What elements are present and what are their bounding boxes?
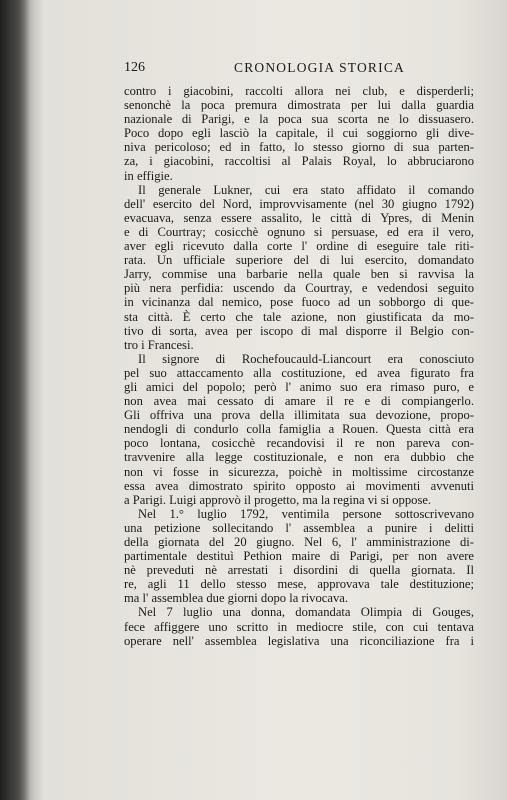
text-line: una petizione sollecitando l' assemblea a punire i delitti <box>124 520 474 535</box>
running-title: CRONOLOGIA STORICA <box>234 60 405 75</box>
text-line: e di Courtray; cosicchè ognuno si persuase, ed era il vero, <box>124 224 474 239</box>
text-line: Poco dopo egli lasciò la capitale, il cui soggiorno gli dive- <box>124 126 474 141</box>
text-line: della giornata del 20 giugno. Nel 6, l' amministrazione di- <box>124 535 474 549</box>
text-line: senonchè la poca premura dimostrata per lui dalla guardia <box>124 98 474 113</box>
text-line: za, i giacobini, raccoltisi al Palais Royal, lo abbruciarono <box>124 154 474 169</box>
text-line: Il generale Lukner, cui era stato affidato il comando <box>138 182 474 197</box>
text-line: nè preveduti nè arrestati i disordini di quella giornata. Il <box>124 563 474 578</box>
text-line: non avea mai cessato di amare il re e di compiangerlo. <box>124 394 474 409</box>
text-line: re, agli 11 dello stesso mese, approvava tale destituzione; <box>124 577 474 592</box>
text-line: più nera perfidia: uscendo da Courtray, e vedendosi seguito <box>124 281 474 296</box>
text-line: poco lontana, cosicchè recandovisi il re non pareva con- <box>124 436 474 451</box>
page-header <box>124 58 474 78</box>
text-line: aver egli ricevuto dalla corte l' ordine di eseguire tale riti- <box>124 239 474 254</box>
text-line: evacuava, senza essere assalito, le città di Ypres, di Menin <box>124 210 474 225</box>
text-line: pel suo attaccamento alla costituzione, ed avea figurato fra <box>124 365 474 380</box>
book-page <box>124 58 474 648</box>
page-number: 126 <box>124 60 145 75</box>
text-line: tro i Francesi. <box>124 337 194 352</box>
text-line: Nel 7 luglio una donna, domandata Olimpia di Gouges, <box>138 605 474 620</box>
paragraph-5 <box>124 605 474 647</box>
text-line: rata. Un ufficiale superiore del di lui esercito, domandato <box>124 253 474 268</box>
text-line: operare nell' assemblea legislativa una riconciliazione fra i <box>124 633 474 648</box>
text-line: contro i giacobini, raccolti allora nei club, e disperderli; <box>124 84 474 98</box>
text-line: partimentale destituì Pethion maire di Parigi, per non avere <box>124 549 474 564</box>
text-line: Gli offriva una prova della illimitata sua devozione, propo- <box>124 408 474 423</box>
text-line: travvenire alla legge costituzionale, e non era dubbio che <box>124 450 474 465</box>
text-line: ma l' assemblea due giorni dopo la rivocava. <box>124 591 348 606</box>
text-line: gli amici del popolo; però l' animo suo era rimaso puro, e <box>124 379 474 394</box>
text-line: in effigie. <box>124 168 173 183</box>
text-line: nendogli di condurlo colla famiglia a Rouen. Questa città era <box>124 422 474 437</box>
text-line: fece affiggere uno scritto in mediocre stile, con cui tentava <box>124 619 474 634</box>
text-line: Jarry, commise una barbarie nella quale ben si ravvisa la <box>124 267 474 282</box>
paragraph-2 <box>124 183 474 352</box>
text-line: Nel 1.° luglio 1792, ventimila persone sottoscrivevano <box>138 506 474 521</box>
paragraph-3 <box>124 352 474 507</box>
text-line: tivo di sorta, avea per iscopo di mal disporre il Belgio con- <box>124 323 474 338</box>
text-line: nazionale di Parigi, e la poca sua scorta ne lo dissuasero. <box>124 112 474 127</box>
text-line: a Parigi. Luigi approvò il progetto, ma la regina vi si oppose. <box>124 492 432 507</box>
text-line: sta città. È certo che tale azione, non giustificata da mo- <box>124 309 474 324</box>
text-line: Il signore di Rochefoucauld-Liancourt era conosciuto <box>138 351 474 366</box>
text-line: niva pericoloso; ed in fatto, lo stesso giorno di sua parten- <box>124 140 474 155</box>
text-line: non vi fosse in sicurezza, poichè in moltissime circostanze <box>124 464 474 479</box>
text-line: essa avea dimostrato spirito opposto ai movimenti avvenuti <box>124 478 474 493</box>
paragraph-1 <box>124 84 474 183</box>
text-line: in vicinanza dal nemico, pose fuoco ad un sobborgo di que- <box>124 295 474 310</box>
paragraph-4 <box>124 507 474 606</box>
text-line: dell' esercito del Nord, improvvisamente (nel 30 giugno 1792) <box>124 196 474 211</box>
book-gutter-shadow <box>0 0 30 800</box>
